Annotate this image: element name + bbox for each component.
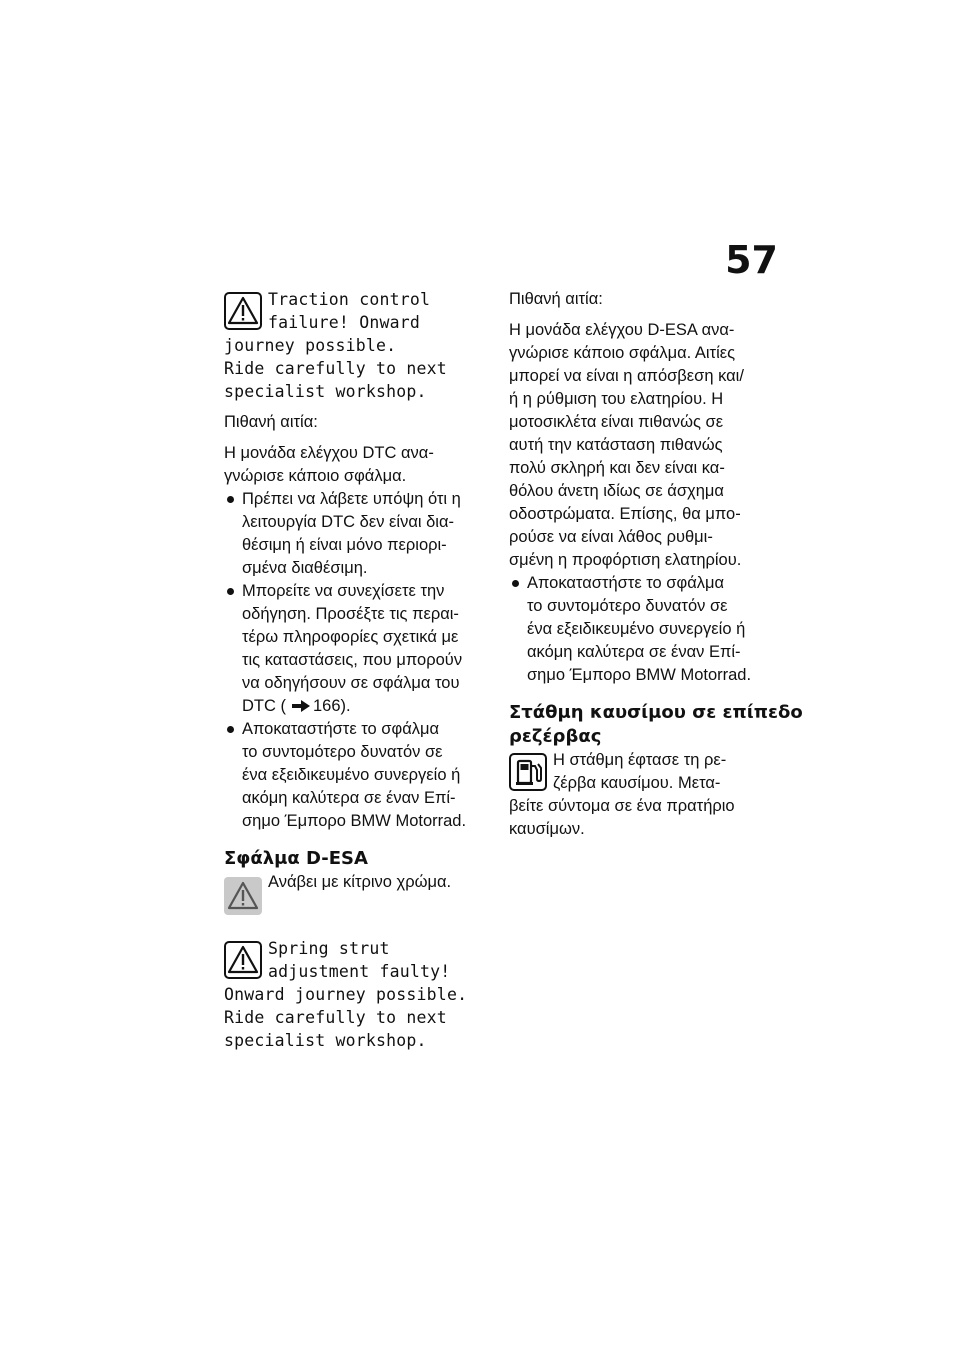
cause-label: Πιθανή αιτία: (224, 413, 318, 431)
section-heading: Σφάλμα D-ESA (224, 848, 368, 869)
message-line: Ride carefully to next (224, 1008, 447, 1027)
list-item: Μπορείτε να συνεχίσετε την οδήγηση. Προσέξτε τις περαι- τέρω πληροφορίες σχετικά με τις καταστάσεις, που μπορούν να οδηγήσουν σε σφάλμα του DTC ( 166). (224, 580, 494, 718)
list-item: Αποκαταστήστε το σφάλμα το συντομότερο δυνατόν σε ένα εξειδικευμένο συνεργείο ή ακόμη καλύτερα σε έναν Επί- σημο Έμπορο BMW Motorrad. (509, 572, 779, 687)
message-line: Onward journey possible. (224, 985, 468, 1004)
warning-icon (224, 292, 262, 330)
page-reference[interactable]: DTC ( 166). (242, 697, 351, 715)
warning-icon (224, 877, 262, 915)
left-column (224, 288, 494, 1052)
page-number: 57 (725, 238, 778, 282)
message-line: specialist workshop. (224, 382, 427, 401)
cause-label: Πιθανή αιτία: (509, 290, 603, 308)
cause-text: Η μονάδα ελέγχου D-ESA ανα- γνώρισε κάποιο σφάλμα. Αιτίες μπορεί να είναι η απόσβεση και/ ή η ρύθμιση του ελατηρίου. Η μοτοσικλέτα είναι πιθανώς σε αυτή την κατάσταση πιθανώς πολύ σκληρή και δεν είναι κα- θόλου άνετη ιδίως σε άσχημα οδοστρώματα. Επίσης, θα μπο- ρούσε να είναι λάθος ρυθμι- σμένη η προφόρτιση ελατηρίου. (509, 321, 744, 569)
message-line: failure! Onward (268, 313, 421, 332)
traction-control-message (224, 288, 494, 403)
message-line: journey possible. (224, 336, 397, 355)
message-line: Traction control (268, 290, 431, 309)
list-item: Πρέπει να λάβετε υπόψη ότι η λειτουργία DTC δεν είναι δια- θέσιμη ή είναι μόνο περιορι- σμένα διαθέσιμη. (224, 488, 494, 580)
message-line: adjustment faulty! (268, 962, 451, 981)
section-heading: Στάθμη καυσίμου σε επίπεδο ρεζέρβας (509, 702, 803, 747)
list-item: Αποκαταστήστε το σφάλμα το συντομότερο δυνατόν σε ένα εξειδικευμένο συνεργείο ή ακόμη καλύτερα σε έναν Επί- σημο Έμπορο BMW Motorrad. (224, 718, 494, 833)
right-column (509, 288, 803, 841)
fuel-pump-icon (509, 753, 547, 791)
fuel-reserve-indicator: Η στάθμη έφτασε τη ρε- ζέρβα καυσίμου. Μετα- βείτε σύντομα σε ένα πρατήριο καυσίμων. (509, 751, 735, 838)
message-line: Ride carefully to next (224, 359, 447, 378)
indicator-description: Ανάβει με κίτρινο χρώμα. (268, 873, 452, 891)
arrow-right-icon (292, 700, 310, 712)
desa-indicator (224, 871, 494, 919)
cause-text: Η μονάδα ελέγχου DTC ανα- γνώρισε κάποιο σφάλμα. (224, 444, 434, 485)
message-line: specialist workshop. (224, 1031, 427, 1050)
warning-icon (224, 941, 262, 979)
spring-strut-message (224, 937, 494, 1052)
message-line: Spring strut (268, 939, 390, 958)
